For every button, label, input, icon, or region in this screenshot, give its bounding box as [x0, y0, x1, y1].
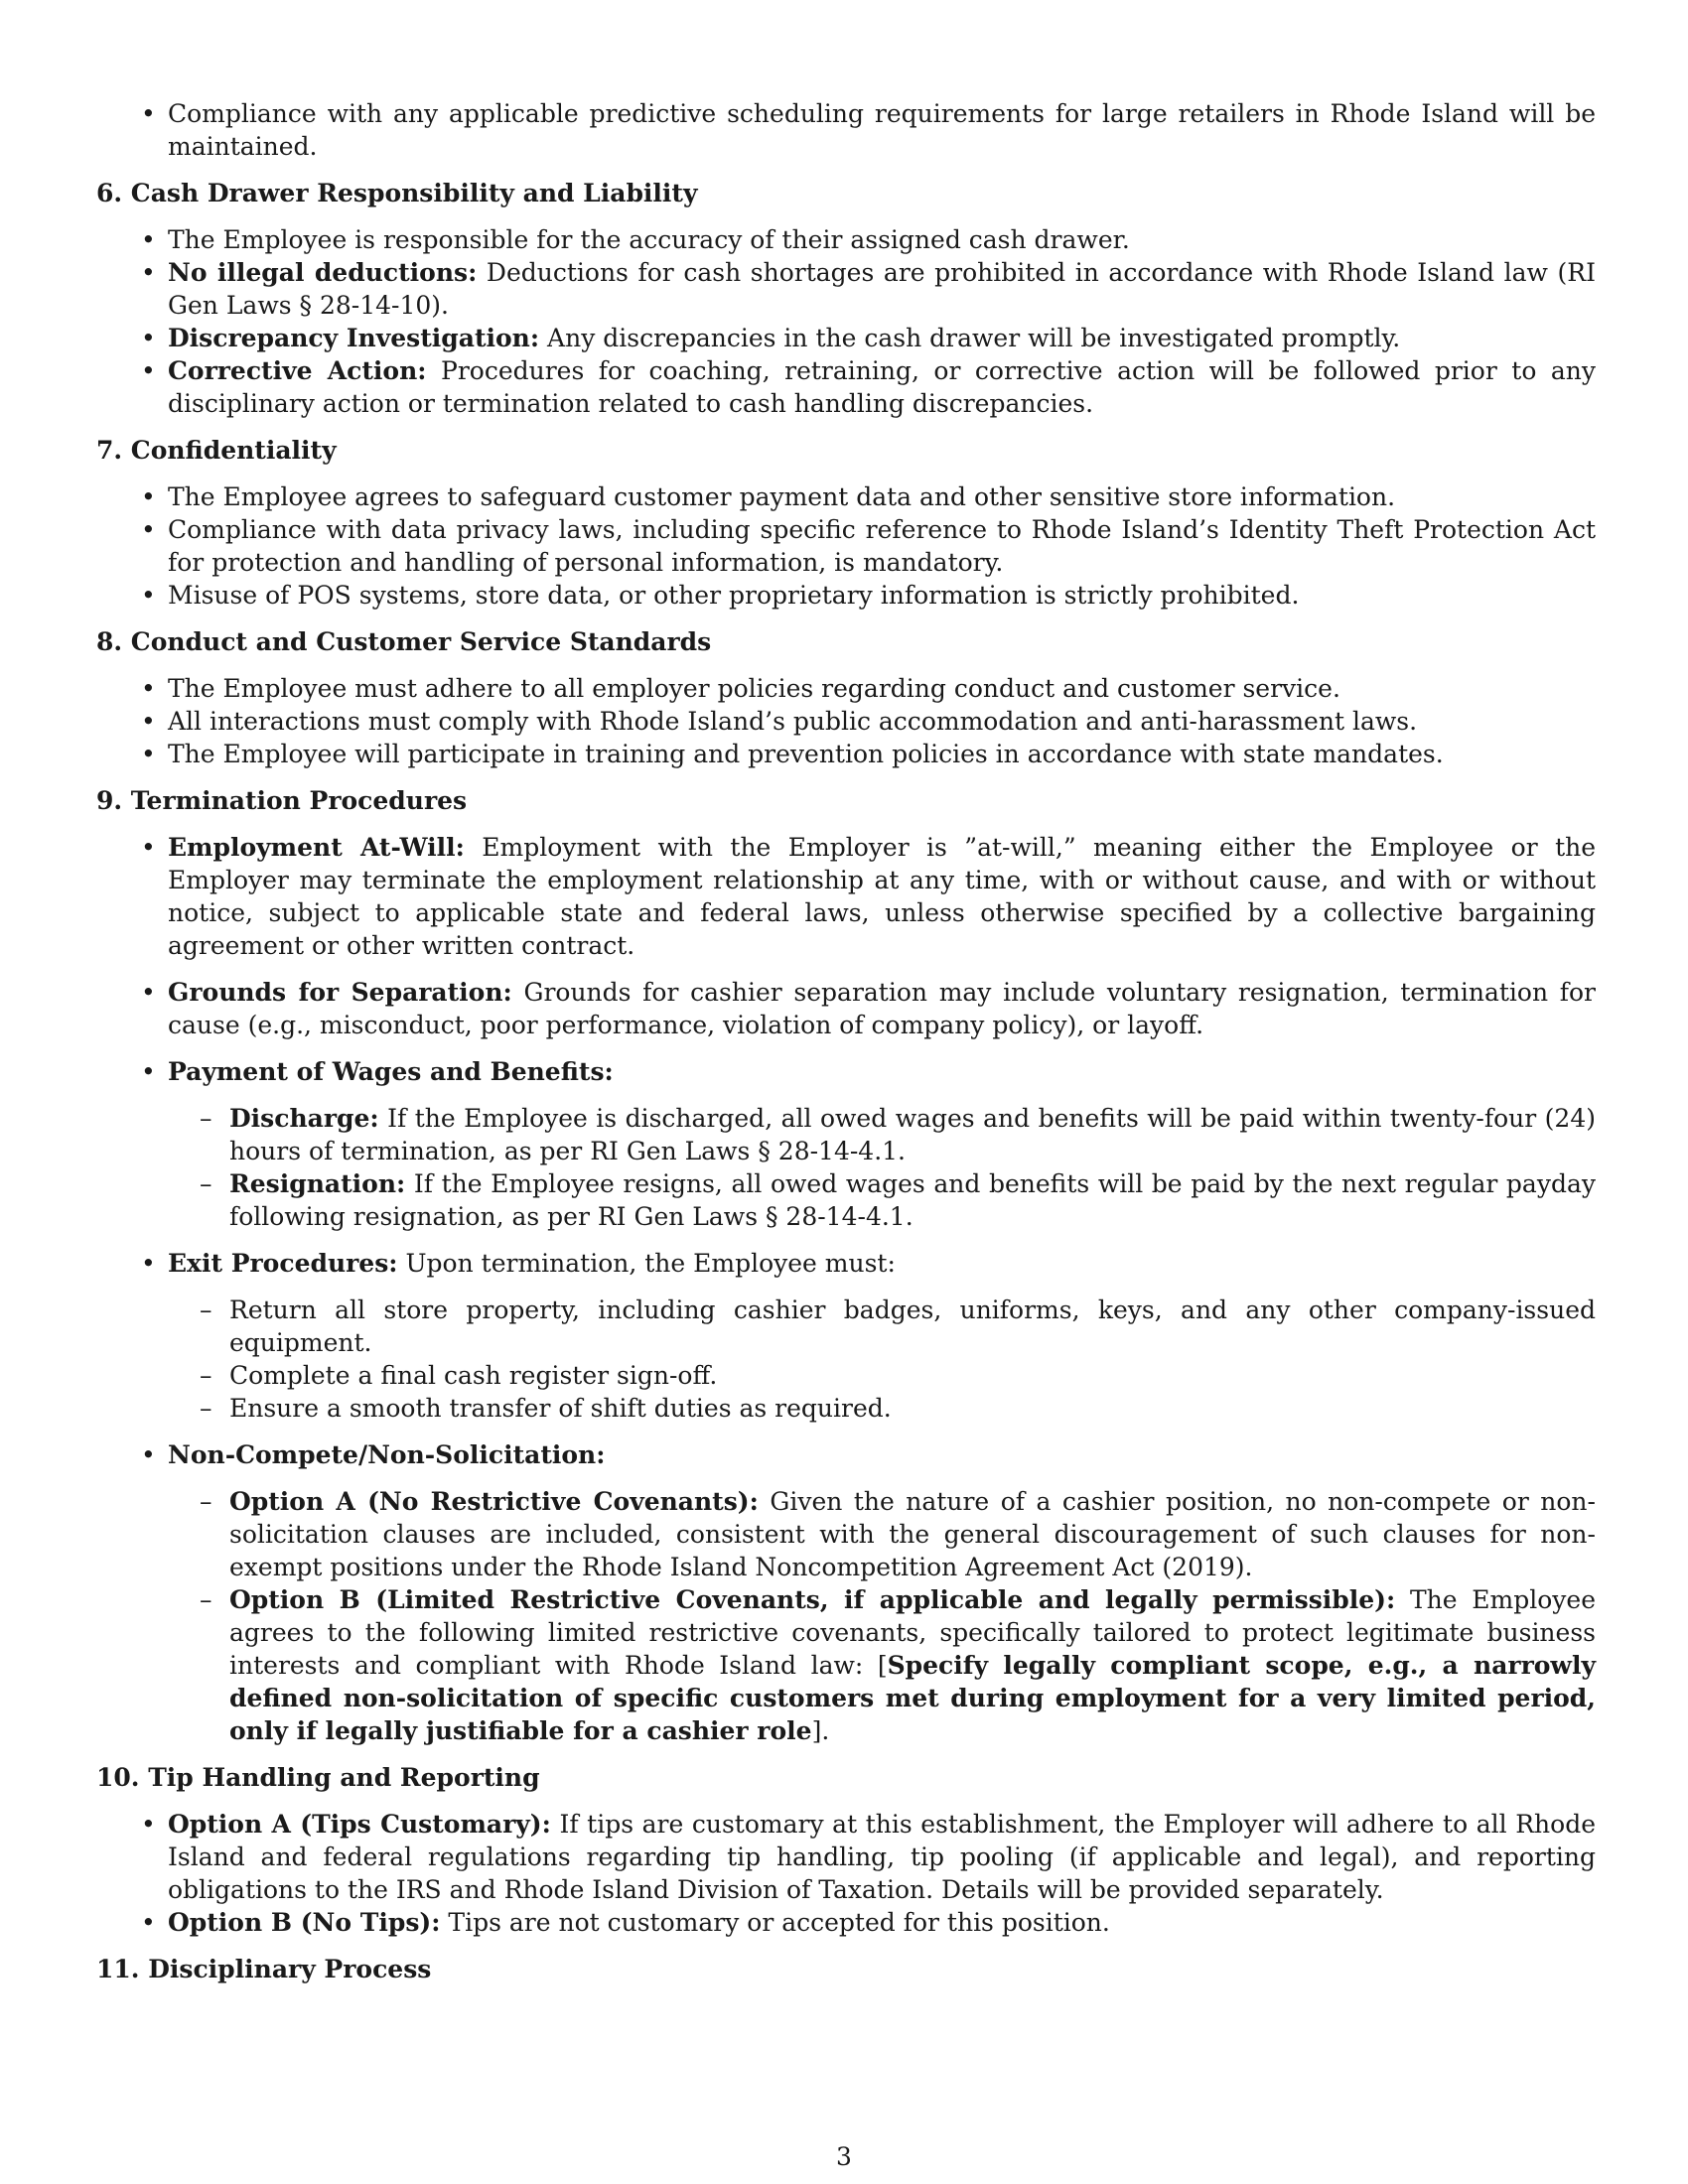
sub-text: Return all store property, including cashier badges, uniforms, keys, and any other company-issued equipment. [229, 1296, 1596, 1357]
bullet-text: If tips are customary at this establishment, the Employer will adhere to all Rhode Island and federal regulations regarding tip handling, tip pooling (if applicable and legal), and reporting obligations to the IRS and Rhode Island Division of Taxation. Details will be provided separately. [168, 1810, 1596, 1904]
bullet-text: Compliance with any applicable predictive scheduling requirements for large retailers in Rhode Island will be maintained. [168, 99, 1596, 161]
list-item [96, 579, 1596, 612]
bullet-text: Grounds for cashier separation may include voluntary resignation, termination for cause (e.g., misconduct, poor performance, violation of company policy), or layoff. [168, 978, 1597, 1039]
list-item [96, 1247, 1596, 1425]
bullet-label: Option B (No Tips): [168, 1908, 441, 1937]
exit-sublist [168, 1294, 1596, 1425]
section-10-heading: 10. Tip Handling and Reporting [96, 1763, 540, 1792]
sublist-item [168, 1583, 1596, 1747]
placeholder-text: Specify legally compliant scope, e.g., a narrowly defined non-solicitation of specific customers met during employment for a very limited period, only if legally justifiable for a cashier role [229, 1651, 1596, 1745]
bullet-label: Corrective Action: [168, 356, 427, 385]
bullet-text: The Employee is responsible for the accuracy of their assigned cash drawer. [168, 225, 1130, 254]
sub-label: Discharge: [229, 1104, 379, 1133]
list-item [96, 976, 1596, 1041]
sub-label: Option B (Limited Restrictive Covenants, if applicable and legally permissible): [229, 1585, 1396, 1614]
noncompete-sublist [168, 1485, 1596, 1747]
bullet-text: Compliance with data privacy laws, including specific reference to Rhode Island’s Identity Theft Protection Act for protection and handling of personal information, is mandatory. [168, 515, 1596, 577]
section-8-heading: 8. Conduct and Customer Service Standards [96, 627, 712, 656]
sublist-item [168, 1392, 1596, 1425]
bullet-label: No illegal deductions: [168, 258, 478, 287]
section-9-heading: 9. Termination Procedures [96, 786, 468, 815]
section-6-list [96, 223, 1596, 420]
bullet-label: Non-Compete/Non-Solicitation: [168, 1440, 606, 1469]
list-item [96, 1055, 1596, 1233]
sublist-item [168, 1485, 1596, 1583]
section-9-list [96, 831, 1596, 1747]
section-8-list [96, 672, 1596, 770]
payment-sublist [168, 1102, 1596, 1233]
bullet-text: Any discrepancies in the cash drawer will be investigated promptly. [539, 324, 1401, 352]
bullet-label: Payment of Wages and Benefits: [168, 1057, 614, 1086]
bullet-text: Deductions for cash shortages are prohibited in accordance with Rhode Island law (RI Gen Laws § 28-14-10). [168, 258, 1596, 320]
bullet-text: The Employee agrees to safeguard customer payment data and other sensitive store information. [168, 482, 1396, 511]
list-item [96, 831, 1596, 962]
list-item [96, 354, 1596, 420]
sub-text: If the Employee is discharged, all owed wages and benefits will be paid within twenty-four (24) hours of termination, as per RI Gen Laws § 28-14-4.1. [229, 1104, 1596, 1165]
sublist-item [168, 1102, 1596, 1167]
sub-text: Ensure a smooth transfer of shift duties as required. [229, 1394, 892, 1423]
list-item [96, 738, 1596, 770]
section-6-heading: 6. Cash Drawer Responsibility and Liability [96, 179, 698, 207]
bullet-label: Option A (Tips Customary): [168, 1810, 551, 1839]
list-item [96, 256, 1596, 322]
sub-label: Option A (No Restrictive Covenants): [229, 1487, 759, 1516]
sub-text: The Employee agrees to the following limited restrictive covenants, specifically tailored to protect legitimate business interests and compliant with Rhode Island law: [ [229, 1585, 1596, 1680]
section-11-heading: 11. Disciplinary Process [96, 1955, 432, 1983]
section-7-heading: 7. Confidentiality [96, 436, 337, 465]
sublist-item [168, 1167, 1596, 1233]
bullet-text: Procedures for coaching, retraining, or corrective action will be followed prior to any disciplinary action or termination related to cash handling discrepancies. [168, 356, 1597, 418]
section-10-list [96, 1808, 1596, 1939]
sublist-item [168, 1294, 1596, 1359]
sub-text: If the Employee resigns, all owed wages and benefits will be paid by the next regular payday following resignation, as per RI Gen Laws § 28-14-4.1. [229, 1169, 1596, 1231]
sub-text-end: ]. [811, 1716, 830, 1745]
sub-text: Complete a final cash register sign-off. [229, 1361, 718, 1390]
list-item [96, 1808, 1596, 1906]
sublist-item [168, 1359, 1596, 1392]
bullet-label: Exit Procedures: [168, 1249, 398, 1278]
list-item [96, 223, 1596, 256]
bullet-text: The Employee will participate in training and prevention policies in accordance with state mandates. [168, 740, 1444, 768]
list-item [96, 1438, 1596, 1747]
bullet-text: All interactions must comply with Rhode Island’s public accommodation and anti-harassment laws. [168, 707, 1418, 736]
intro-list [96, 97, 1596, 163]
bullet-text: Upon termination, the Employee must: [397, 1249, 896, 1278]
section-7-list [96, 480, 1596, 612]
bullet-text: Misuse of POS systems, store data, or other proprietary information is strictly prohibited. [168, 581, 1300, 610]
bullet-text: The Employee must adhere to all employer policies regarding conduct and customer service. [168, 674, 1340, 703]
list-item [96, 97, 1596, 163]
list-item [96, 322, 1596, 354]
bullet-text: Employment with the Employer is ”at-will,” meaning either the Employee or the Employer may terminate the employment relationship at any time, with or without cause, and with or without notice, subject to applicable state and federal laws, unless otherwise specified by a collective bargaining agreement or other written contract. [168, 833, 1597, 960]
page-number: 3 [836, 2142, 852, 2171]
sub-label: Resignation: [229, 1169, 406, 1198]
list-item [96, 480, 1596, 513]
list-item [96, 705, 1596, 738]
bullet-label: Discrepancy Investigation: [168, 324, 540, 352]
bullet-label: Grounds for Separation: [168, 978, 512, 1007]
document-page [96, 97, 1596, 1999]
sub-text: Given the nature of a cashier position, no non-compete or non-solicitation clauses are included, consistent with the general discouragement of such clauses for non-exempt positions under the Rhode Island Noncompetition Agreement Act (2019). [229, 1487, 1596, 1581]
list-item [96, 513, 1596, 579]
list-item [96, 672, 1596, 705]
bullet-label: Employment At-Will: [168, 833, 465, 862]
bullet-text: Tips are not customary or accepted for this position. [440, 1908, 1110, 1937]
list-item [96, 1906, 1596, 1939]
